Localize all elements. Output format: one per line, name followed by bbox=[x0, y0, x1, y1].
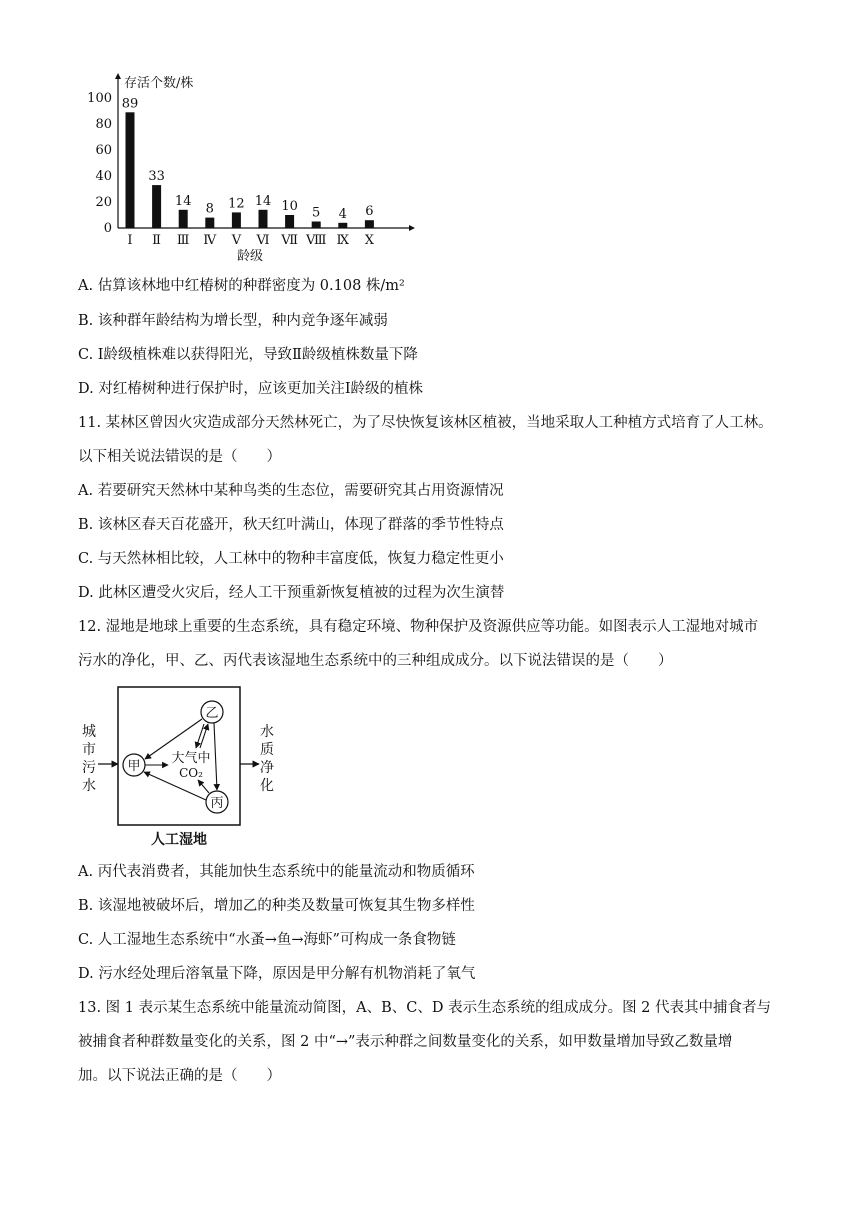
input-char-3: 污 bbox=[82, 760, 96, 776]
q10-option-a: A. 估算该林地中红椿树的种群密度为 0.108 株/m² bbox=[78, 278, 405, 294]
q13-stem-line2: 被捕食者种群数量变化的关系，图 2 中“→”表示种群之间数量变化的关系，如甲数量增加导致乙数量增 bbox=[78, 1034, 733, 1050]
y-tick-label: 40 bbox=[95, 169, 112, 184]
x-tick-label: Ⅱ bbox=[152, 233, 162, 248]
y-tick-label: 60 bbox=[95, 143, 112, 158]
x-tick-label: Ⅰ bbox=[127, 233, 133, 248]
center-label-line1: 大气中 bbox=[171, 751, 211, 766]
bar bbox=[285, 215, 294, 228]
arrow-yi-to-bing bbox=[214, 723, 217, 790]
bar-value-label: 4 bbox=[338, 206, 347, 222]
bar-value-label: 5 bbox=[312, 205, 321, 221]
x-axis-label: 龄级 bbox=[236, 249, 264, 264]
bar bbox=[205, 218, 214, 228]
q11-option-a: A. 若要研究天然林中某种鸟类的生态位，需要研究其占用资源情况 bbox=[78, 483, 504, 499]
q12-option-b: B. 该湿地被破坏后，增加乙的种类及数量可恢复其生物多样性 bbox=[78, 898, 475, 914]
q11-stem-line2: 以下相关说法错误的是（ ） bbox=[78, 449, 281, 465]
arrow-yi-to-co2 bbox=[196, 724, 204, 748]
bar-value-label: 12 bbox=[228, 196, 245, 212]
bar-value-label: 6 bbox=[365, 204, 374, 220]
q12-option-d: D. 污水经处理后溶氧量下降，原因是甲分解有机物消耗了氧气 bbox=[78, 966, 476, 982]
q12-stem-line1: 12. 湿地是地球上重要的生态系统，具有稳定环境、物种保护及资源供应等功能。如图表示人工湿地对城市 bbox=[78, 619, 759, 635]
bar bbox=[312, 222, 321, 229]
x-tick-label: Ⅷ bbox=[305, 233, 327, 248]
y-axis-label: 存活个数/株 bbox=[124, 76, 194, 91]
q13-stem-line1: 13. 图 1 表示某生态系统中能量流动简图，A、B、C、D 表示生态系统的组成成分。图 2 代表其中捕食者与 bbox=[78, 1000, 772, 1016]
output-char-1: 水 bbox=[260, 724, 274, 740]
y-tick-label: 20 bbox=[95, 195, 112, 210]
q12-option-a: A. 丙代表消费者，其能加快生态系统中的能量流动和物质循环 bbox=[78, 864, 475, 880]
bar-value-label: 14 bbox=[174, 193, 192, 209]
input-char-1: 城 bbox=[82, 724, 96, 740]
x-tick-label: Ⅲ bbox=[176, 233, 190, 248]
y-tick-label: 100 bbox=[87, 91, 112, 106]
x-tick-label: Ⅸ bbox=[336, 233, 350, 248]
bar bbox=[365, 220, 374, 228]
node-bing: 丙 bbox=[210, 796, 224, 811]
output-char-3: 净 bbox=[260, 760, 274, 776]
arrow-co2-to-yi bbox=[200, 724, 208, 748]
q10-option-d: D. 对红椿树种进行保护时，应该更加关注Ⅰ龄级的植株 bbox=[78, 381, 424, 397]
diagram-caption: 人工湿地 bbox=[151, 832, 207, 848]
bar bbox=[152, 185, 161, 228]
arrow-bing-to-co2 bbox=[198, 780, 209, 793]
q11-option-b: B. 该林区春天百花盛开，秋天红叶满山，体现了群落的季节性特点 bbox=[78, 517, 504, 533]
q12-option-c: C. 人工湿地生态系统中“水蚤→鱼→海虾”可构成一条食物链 bbox=[78, 932, 456, 948]
bar-value-label: 89 bbox=[121, 96, 139, 112]
bar bbox=[232, 212, 241, 228]
x-tick-label: Ⅳ bbox=[203, 233, 217, 248]
bar bbox=[126, 112, 135, 228]
bar-value-label: 14 bbox=[254, 193, 272, 209]
bar bbox=[338, 223, 347, 228]
x-tick-label: Ⅹ bbox=[364, 233, 375, 248]
q11-option-d: D. 此林区遭受火灾后，经人工干预重新恢复植被的过程为次生演替 bbox=[78, 585, 505, 601]
q12-stem-line2: 污水的净化，甲、乙、丙代表该湿地生态系统中的三种组成成分。以下说法错误的是（ ） bbox=[78, 653, 673, 669]
center-label-line2: CO₂ bbox=[179, 766, 203, 780]
y-tick-label: 0 bbox=[103, 221, 112, 236]
output-char-4: 化 bbox=[260, 778, 274, 794]
q11-option-c: C. 与天然林相比较，人工林中的物种丰富度低，恢复力稳定性更小 bbox=[78, 551, 504, 567]
bar bbox=[259, 210, 268, 228]
age-class-bar-chart bbox=[80, 70, 420, 270]
input-char-2: 市 bbox=[82, 742, 96, 758]
node-jia: 甲 bbox=[127, 759, 141, 774]
bar bbox=[179, 210, 188, 228]
bar-value-label: 8 bbox=[205, 201, 214, 217]
q10-option-b: B. 该种群年龄结构为增长型，种内竞争逐年减弱 bbox=[78, 313, 388, 329]
x-tick-label: Ⅶ bbox=[281, 233, 298, 248]
y-tick-label: 80 bbox=[95, 117, 112, 132]
x-tick-label: Ⅵ bbox=[256, 233, 270, 248]
bar-value-label: 33 bbox=[148, 169, 165, 185]
wetland-diagram bbox=[78, 684, 298, 850]
node-yi: 乙 bbox=[205, 706, 219, 721]
q13-stem-line3: 加。以下说法正确的是（ ） bbox=[78, 1068, 281, 1084]
output-char-2: 质 bbox=[260, 742, 274, 758]
q10-option-c: C. Ⅰ龄级植株难以获得阳光，导致Ⅱ龄级植株数量下降 bbox=[78, 347, 418, 363]
input-char-4: 水 bbox=[82, 778, 96, 794]
q11-stem-line1: 11. 某林区曾因火灾造成部分天然林死亡，为了尽快恢复该林区植被，当地采取人工种植方式培育了人工林。 bbox=[78, 415, 773, 431]
x-tick-label: Ⅴ bbox=[231, 233, 242, 248]
bar-value-label: 10 bbox=[281, 199, 298, 214]
